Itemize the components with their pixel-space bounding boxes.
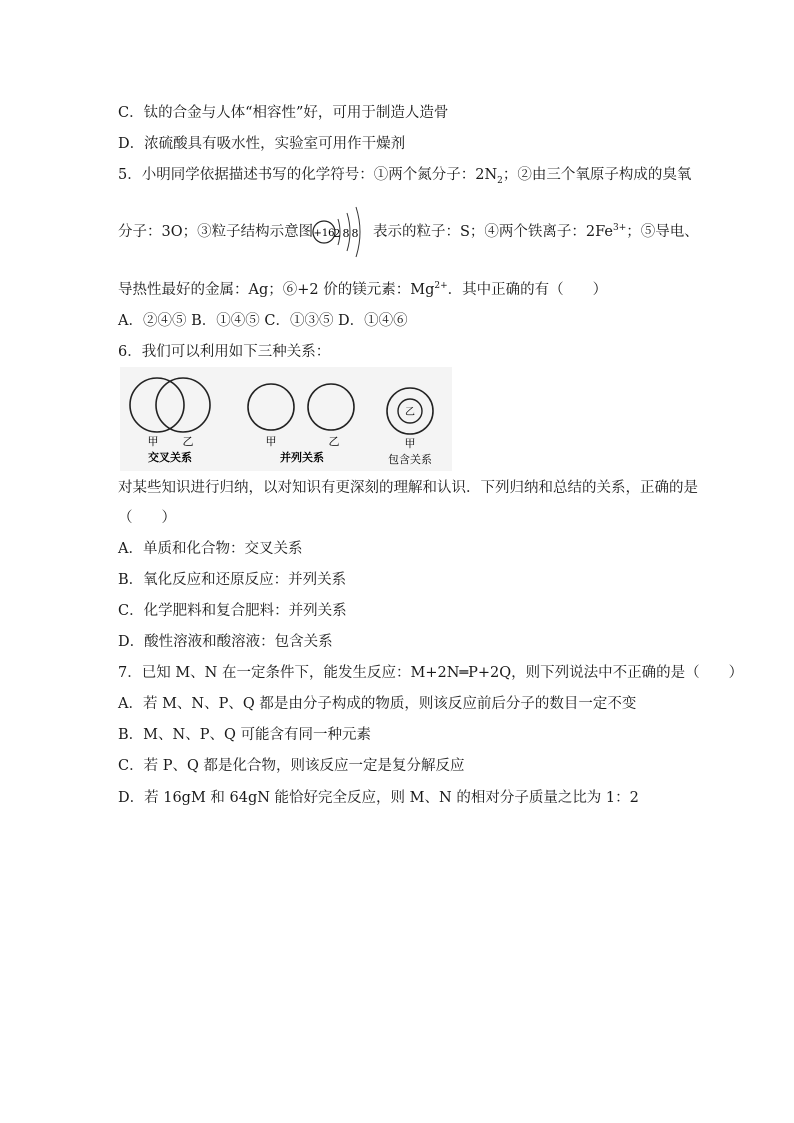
q5-line3-superscript: 2+ [434, 281, 448, 292]
q5-line3-text: 导热性最好的金属：Ag；⑥+2 价的镁元素：Mg [118, 282, 435, 298]
q5-stem-line2-left: 分子：3O；③粒子结构示意图 [118, 224, 314, 240]
containment-relation-caption: 包含关系 [388, 453, 432, 466]
electron-shells-label: 288 [333, 227, 361, 240]
q7-option-c: C．若 P、Q 都是化合物，则该反应一定是复分解反应 [118, 758, 465, 774]
relationship-diagram [120, 367, 452, 471]
parallel-yi-label: 乙 [328, 435, 340, 448]
q6-stem-line3: （ ） [118, 510, 176, 526]
q5-line2-end: ；⑤导电、 [626, 224, 699, 240]
q6-option-d: D．酸性溶液和酸溶液：包含关系 [118, 634, 333, 650]
containment-relation-figure [387, 388, 433, 466]
q4-option-c: C．钛的合金与人体“相容性”好，可用于制造人造骨 [118, 105, 449, 121]
contain-yi-label: 乙 [405, 407, 415, 418]
parallel-relation-figure [248, 384, 354, 464]
q7-stem: 7．已知 M、N 在一定条件下，能发生反应：M+2N═P+2Q，则下列说法中不正确的是（ ） [118, 665, 744, 681]
contain-jia-label: 甲 [404, 437, 416, 450]
q5-stem-line1 [118, 165, 691, 185]
q5-options: A．②④⑤ B．①④⑤ C．①③⑤ D．①④⑥ [118, 313, 408, 329]
q4-option-d: D．浓硫酸具有吸水性，实验室可用作干燥剂 [118, 136, 406, 152]
parallel-relation-caption: 并列关系 [280, 451, 324, 464]
q5-line1-text: 5．小明同学依据描述书写的化学符号：①两个氮分子：2N [118, 167, 498, 183]
cross-relation-figure [130, 378, 210, 464]
q5-line2-text: 表示的粒子：S；④两个铁离子：2Fe [373, 224, 614, 240]
cross-yi-label: 乙 [182, 435, 194, 448]
cross-jia-label: 甲 [147, 435, 159, 448]
q6-option-c: C．化学肥料和复合肥料：并列关系 [118, 603, 347, 619]
q5-stem-line3 [118, 280, 607, 300]
q5-line1-subscript: 2 [497, 175, 503, 186]
cross-relation-caption: 交叉关系 [148, 451, 192, 464]
nucleus-label: +16 [313, 228, 335, 239]
q7-option-b: B．M、N、P、Q 可能含有同一种元素 [118, 727, 371, 743]
q6-option-a: A．单质和化合物：交叉关系 [118, 541, 303, 557]
q6-stem: 6．我们可以利用如下三种关系： [118, 344, 331, 360]
q7-option-d: D．若 16gM 和 64gN 能恰好完全反应，则 M、N 的相对分子质量之比为 1：2 [118, 790, 639, 806]
sulfur-atom-structure-diagram [312, 203, 370, 261]
q7-option-a: A．若 M、N、P、Q 都是由分子构成的物质，则该反应前后分子的数目一定不变 [118, 696, 637, 712]
q5-line1-end: ；②由三个氧原子构成的臭氧 [502, 167, 692, 183]
q6-option-b: B．氧化反应和还原反应：并列关系 [118, 572, 347, 588]
parallel-jia-label: 甲 [265, 435, 277, 448]
q5-line3-end: ．其中正确的有（ ） [447, 282, 608, 298]
q5-line2-superscript: 3+ [613, 223, 627, 234]
q6-stem-line2: 对某些知识进行归纳，以对知识有更深刻的理解和认识．下列归纳和总结的关系，正确的是 [118, 480, 698, 496]
q5-stem-line2-right [373, 222, 699, 242]
